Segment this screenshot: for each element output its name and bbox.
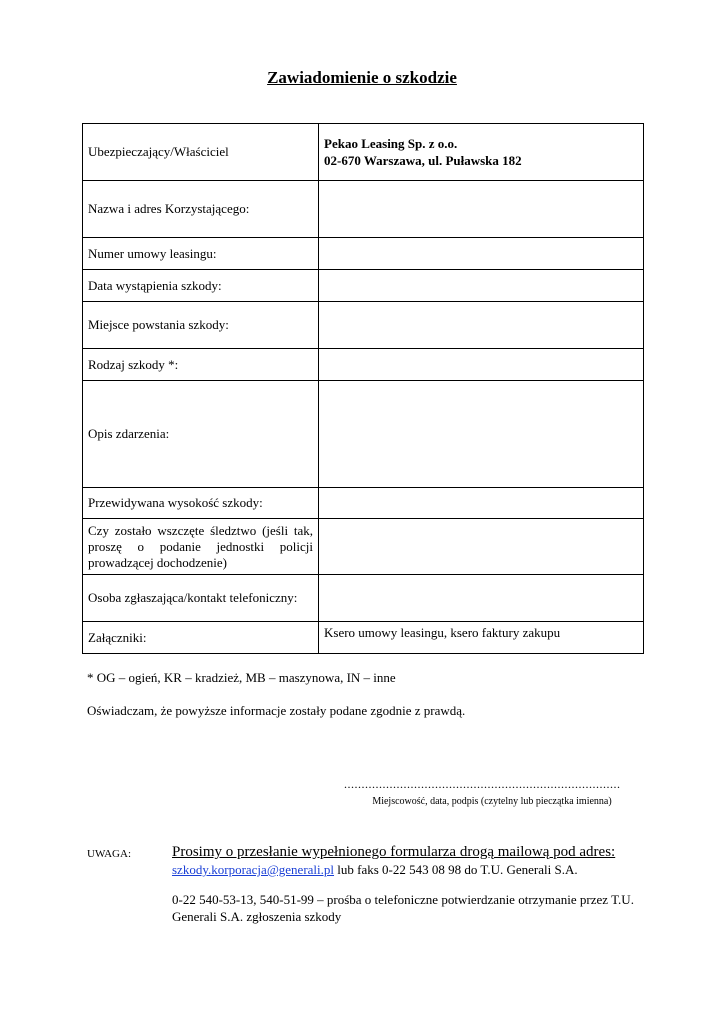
notice-fax-text: lub faks 0-22 543 08 98 do T.U. Generali S.A. — [334, 862, 578, 877]
notice-label: UWAGA: — [87, 848, 131, 860]
table-row — [83, 302, 644, 349]
row-label-attachments: Załączniki: — [83, 622, 319, 654]
declaration-text: Oświadczam, że powyższe informacje zostały podane zgodnie z prawdą. — [87, 703, 466, 718]
signature-line: ............................................................................... — [344, 777, 621, 791]
contract-number-field[interactable] — [319, 238, 644, 270]
row-label-damage-type: Rodzaj szkody *: — [83, 349, 319, 381]
damage-type-field[interactable] — [319, 349, 644, 381]
row-label-description: Opis zdarzenia: — [83, 381, 319, 488]
table-row — [83, 622, 644, 654]
notice-line-2 — [172, 862, 578, 878]
row-label-contract-number: Numer umowy leasingu: — [83, 238, 319, 270]
table-row — [83, 181, 644, 238]
table-row — [83, 381, 644, 488]
signature-caption: Miejscowość, data, podpis (czytelny lub pieczątka imienna) — [372, 796, 612, 807]
policyholder-name: Pekao Leasing Sp. z o.o. — [324, 136, 458, 151]
table-row — [83, 519, 644, 575]
table-row — [83, 238, 644, 270]
row-label-estimated-amount: Przewidywana wysokość szkody: — [83, 488, 319, 519]
table-row — [83, 575, 644, 622]
lessee-field[interactable] — [319, 181, 644, 238]
damage-date-field[interactable] — [319, 270, 644, 302]
reporter-contact-field[interactable] — [319, 575, 644, 622]
row-label-reporter-contact: Osoba zgłaszająca/kontakt telefoniczny: — [83, 575, 319, 622]
document-title: Zawiadomienie o szkodzie — [267, 68, 457, 87]
row-label-policyholder: Ubezpieczający/Właściciel — [83, 124, 319, 181]
estimated-amount-field[interactable] — [319, 488, 644, 519]
attachments-value: Ksero umowy leasingu, ksero faktury zakupu — [319, 622, 644, 654]
footnote: * OG – ogień, KR – kradzież, MB – maszynowa, IN – inne — [87, 670, 396, 685]
email-link[interactable]: szkody.korporacja@generali.pl — [172, 862, 335, 877]
description-field[interactable] — [319, 381, 644, 488]
notice-line-3: 0-22 540-53-13, 540-51-99 – prośba o telefoniczne potwierdzanie otrzymanie przez T.U. Generali S.A. zgłoszenia szkody — [172, 892, 634, 924]
table-row — [83, 270, 644, 302]
claim-form-table — [82, 123, 644, 654]
row-label-investigation: Czy zostało wszczęte śledztwo (jeśli tak, proszę o podanie jednostki policji prowadzącej dochodzenie) — [83, 519, 319, 575]
policyholder-value-cell — [319, 124, 644, 181]
row-label-damage-date: Data wystąpienia szkody: — [83, 270, 319, 302]
policyholder-address: 02-670 Warszawa, ul. Puławska 182 — [324, 153, 522, 168]
table-row — [83, 488, 644, 519]
table-row — [83, 124, 644, 181]
row-label-damage-place: Miejsce powstania szkody: — [83, 302, 319, 349]
damage-place-field[interactable] — [319, 302, 644, 349]
row-label-lessee: Nazwa i adres Korzystającego: — [83, 181, 319, 238]
table-row — [83, 349, 644, 381]
investigation-field[interactable] — [319, 519, 644, 575]
notice-line-1: Prosimy o przesłanie wypełnionego formularza drogą mailową pod adres: — [172, 844, 616, 860]
